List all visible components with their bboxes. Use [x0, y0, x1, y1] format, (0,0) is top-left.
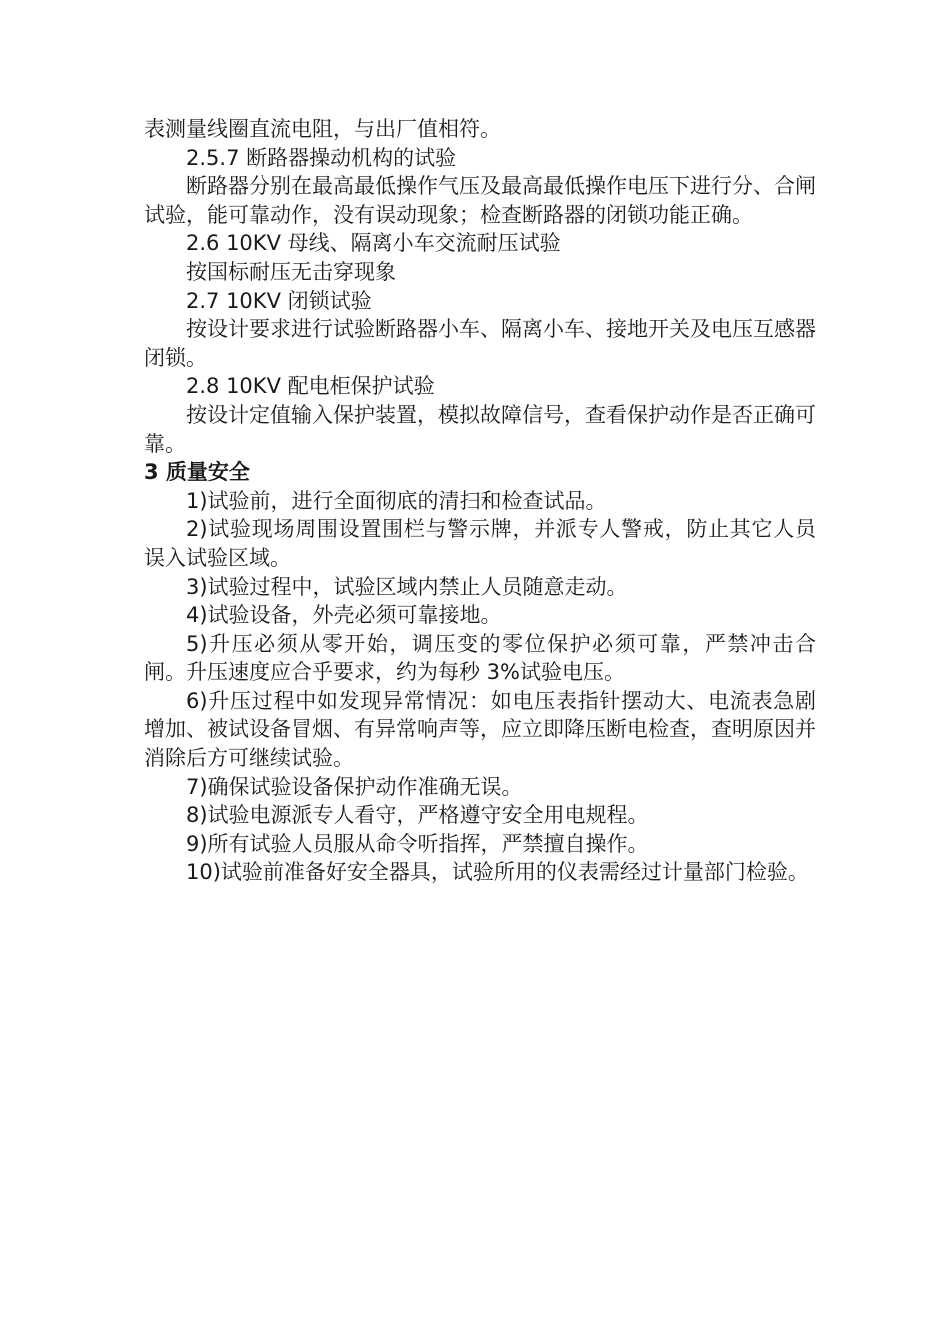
safety-item-10: 10)试验前准备好安全器具，试验所用的仪表需经过计量部门检验。 [186, 860, 809, 885]
section-2-7-title: 2.7 10KV 闭锁试验 [186, 288, 372, 313]
section-2-5-7-body: 断路器分别在最高最低操作气压及最高最低操作电压下进行分、合闸试验，能可靠动作，没有误动现象；检查断路器的闭锁功能正确。 [144, 174, 816, 227]
section-2-6-title: 2.6 10KV 母线、隔离小车交流耐压试验 [186, 231, 561, 256]
section-2-6-body: 按国标耐压无击穿现象 [186, 259, 396, 284]
document-page [144, 115, 816, 887]
safety-item-8: 8)试验电源派专人看守，严格遵守安全用电规程。 [186, 803, 649, 828]
safety-item-6: 6)升压过程中如发现异常情况：如电压表指针摆动大、电流表急剧增加、被试设备冒烟、有异常响声等，应立即降压断电检查，查明原因并消除后方可继续试验。 [144, 688, 816, 771]
section-2-7-body: 按设计要求进行试验断路器小车、隔离小车、接地开关及电压互感器闭锁。 [144, 317, 816, 370]
safety-item-5: 5)升压必须从零开始，调压变的零位保护必须可靠，严禁冲击合闸。升压速度应合乎要求，约为每秒 3%试验电压。 [144, 631, 816, 685]
safety-item-1: 1)试验前，进行全面彻底的清扫和检查试品。 [186, 488, 607, 513]
safety-item-7: 7)确保试验设备保护动作准确无误。 [186, 774, 523, 799]
section-2-8-title: 2.8 10KV 配电柜保护试验 [186, 374, 435, 399]
paragraph-continuation: 表测量线圈直流电阻，与出厂值相符。 [144, 117, 501, 141]
safety-item-3: 3)试验过程中，试验区域内禁止人员随意走动。 [186, 574, 628, 599]
section-3-heading: 3 质量安全 [144, 460, 250, 485]
section-2-8-body: 按设计定值输入保护装置，模拟故障信号，查看保护动作是否正确可靠。 [144, 402, 816, 456]
section-2-5-7-title: 2.5.7 断路器操动机构的试验 [186, 145, 457, 170]
safety-item-2: 2)试验现场周围设置围栏与警示牌，并派专人警戒，防止其它人员误入试验区域。 [144, 517, 816, 570]
safety-item-9: 9)所有试验人员服从命令听指挥，严禁擅自操作。 [186, 831, 649, 856]
safety-item-4: 4)试验设备，外壳必须可靠接地。 [186, 603, 502, 628]
